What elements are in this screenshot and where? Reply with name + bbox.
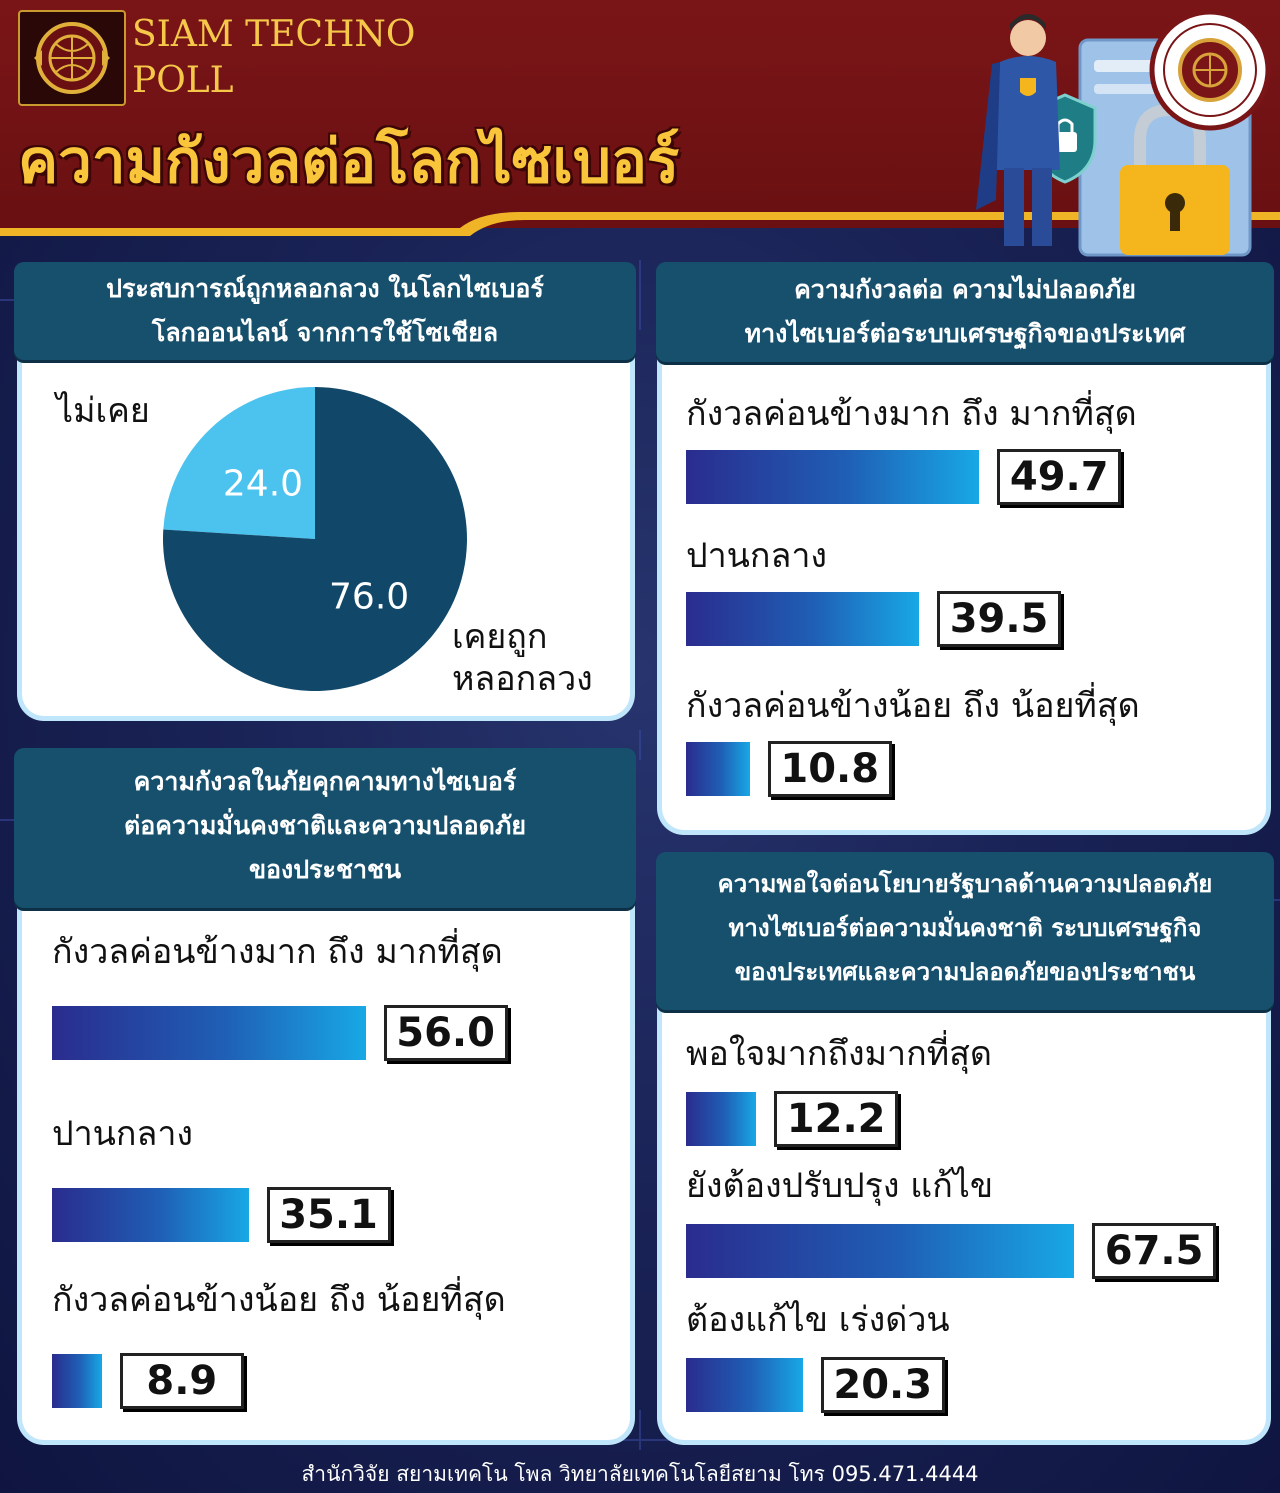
bar-value-label: 20.3 — [821, 1357, 945, 1413]
panel-policy-heading — [656, 852, 1274, 1010]
bar-value-label: 35.1 — [267, 1187, 391, 1243]
bar-value-label: 39.5 — [937, 591, 1061, 647]
pie-label-never — [56, 390, 150, 432]
pie-value-label: 24.0 — [222, 463, 304, 505]
bar-value-label: 67.5 — [1092, 1223, 1216, 1279]
heading-line: ทางไซเบอร์ต่อความมั่นคงชาติ ระบบเศรษฐกิจ — [728, 914, 1202, 942]
bar — [686, 450, 979, 504]
heading-line: ของประเทศและความปลอดภัยของประชาชน — [734, 958, 1196, 986]
panel-economy-heading — [656, 262, 1274, 362]
cyber-security-illustration — [970, 0, 1280, 262]
bar-category-label: กังวลค่อนข้างน้อย ถึง น้อยที่สุด — [686, 686, 1140, 726]
bar-category-label: ปานกลาง — [686, 536, 828, 576]
footer-credit: สำนักวิจัย สยามเทคโน โพล วิทยาลัยเทคโนโลยีสยาม โทร 095.471.4444 — [301, 1462, 979, 1486]
heading-line: โลกออนไลน์ จากการใช้โซเชียล — [151, 318, 499, 347]
bar — [52, 1188, 249, 1242]
pie-label-line: ไม่เคย — [56, 391, 150, 431]
heading-line: ความพอใจต่อนโยบายรัฐบาลด้านความปลอดภัย — [717, 870, 1213, 898]
bar — [686, 592, 919, 646]
heading-line: ต่อความมั่นคงชาติและความปลอดภัย — [124, 811, 526, 840]
heading-line: ความกังวลต่อ ความไม่ปลอดภัย — [794, 275, 1136, 304]
bar-category-label: กังวลค่อนข้างมาก ถึง มากที่สุด — [52, 932, 503, 972]
brand-line-1: SIAM TECHNO — [132, 14, 416, 55]
bar-category-label: กังวลค่อนข้างมาก ถึง มากที่สุด — [686, 394, 1137, 434]
bar — [52, 1354, 102, 1408]
panel-scam-heading — [14, 262, 636, 360]
bar-category-label: กังวลค่อนข้างน้อย ถึง น้อยที่สุด — [52, 1280, 506, 1320]
heading-line: ของประชาชน — [248, 855, 402, 884]
heading-line: ความกังวลในภัยคุกคามทางไซเบอร์ — [133, 767, 517, 796]
pie-chart-scam — [160, 384, 470, 694]
bar-value-label: 10.8 — [768, 741, 892, 797]
pie-label-scammed — [452, 616, 593, 700]
siam-techno-poll-logo — [18, 10, 126, 106]
bar — [686, 1358, 803, 1412]
bar-category-label: ต้องแก้ไข เร่งด่วน — [686, 1300, 950, 1340]
heading-line: ทางไซเบอร์ต่อระบบเศรษฐกิจของประเทศ — [744, 319, 1186, 348]
heading-line: ประสบการณ์ถูกหลอกลวง ในโลกไซเบอร์ — [106, 274, 544, 303]
bar — [686, 742, 750, 796]
bar-value-label: 12.2 — [774, 1091, 898, 1147]
pie-value-label: 76.0 — [329, 576, 410, 618]
page-title: ความกังวลต่อโลกไซเบอร์ — [18, 127, 680, 197]
bar-category-label: ยังต้องปรับปรุง แก้ไข — [686, 1166, 994, 1206]
brand-line-2: POLL — [132, 60, 234, 101]
panel-security-heading — [14, 748, 636, 908]
bar — [686, 1224, 1074, 1278]
bar-value-label: 8.9 — [120, 1353, 244, 1409]
pie-label-line: หลอกลวง — [452, 659, 593, 699]
bar-category-label: ปานกลาง — [52, 1114, 194, 1154]
pie-label-line: เคยถูก — [452, 617, 548, 657]
bar-value-label: 56.0 — [384, 1005, 508, 1061]
bar — [52, 1006, 366, 1060]
bar — [686, 1092, 756, 1146]
bar-value-label: 49.7 — [997, 449, 1121, 505]
bar-category-label: พอใจมากถึงมากที่สุด — [686, 1034, 992, 1074]
brand-name — [132, 12, 452, 104]
